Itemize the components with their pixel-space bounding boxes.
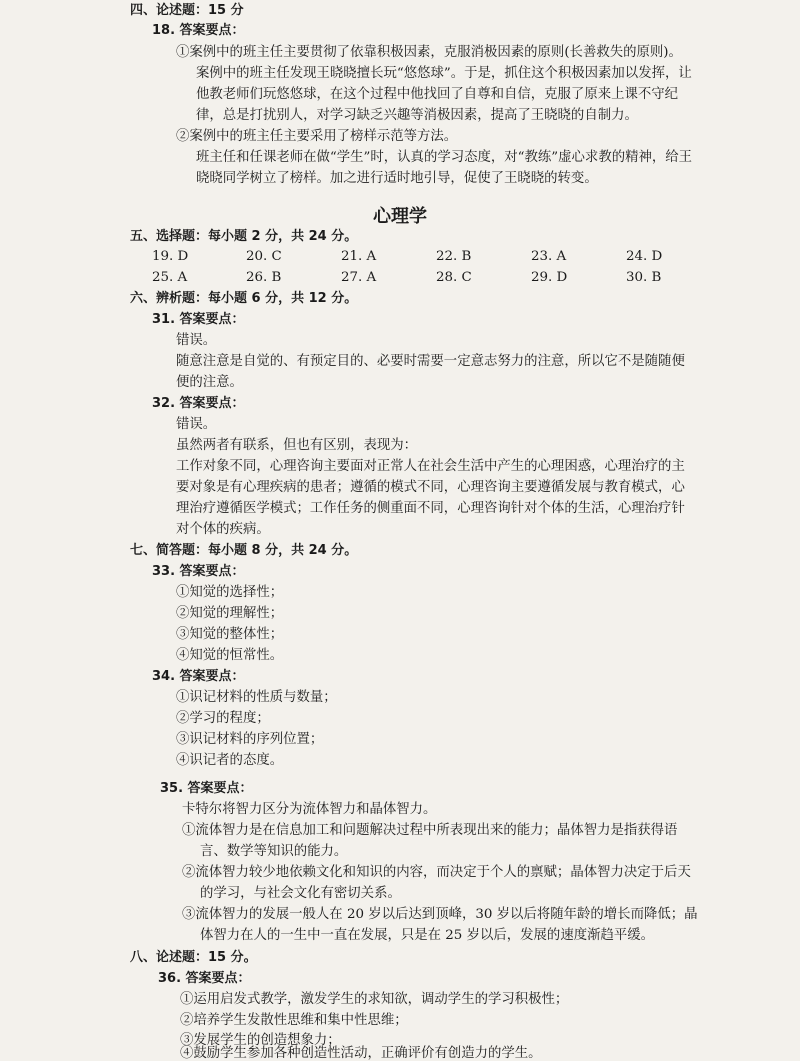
q34-line: ②学习的程度；	[176, 711, 270, 726]
mc-answer: 27. A	[341, 270, 377, 285]
q33-line: ③知觉的整体性；	[176, 627, 284, 642]
q34-line: ①识记材料的性质与数量；	[176, 690, 337, 705]
q35-line: 体智力在人的一生中一直在发展，只是在 25 岁以后，发展的速度渐趋平缓。	[200, 928, 655, 943]
q36-line: ③发展学生的创造想象力；	[180, 1033, 341, 1048]
q35-line: ③流体智力的发展一般人在 20 岁以后达到顶峰，30 岁以后将随年龄的增长而降低；晶	[182, 907, 698, 922]
q35-line: 的学习，与社会文化有密切关系。	[200, 886, 401, 901]
q36-line: ①运用启发式教学，激发学生的求知欲，调动学生的学习积极性；	[180, 992, 569, 1007]
q34-line: ③识记材料的序列位置；	[176, 732, 324, 747]
q32-line: 工作对象不同，心理咨询主要面对正常人在社会生活中产生的心理困惑，心理治疗的主	[176, 459, 685, 474]
mc-answer: 22. B	[436, 249, 472, 264]
section-5-heading: 五、选择题：每小题 2 分，共 24 分。	[130, 229, 358, 244]
mc-answer: 29. D	[531, 270, 568, 285]
mc-answer: 21. A	[341, 249, 377, 264]
mc-answer: 25. A	[152, 270, 188, 285]
q36-line: ②培养学生发散性思维和集中性思维；	[180, 1013, 408, 1028]
q18-label: 18. 答案要点：	[152, 23, 245, 38]
q31-line: 错误。	[176, 333, 217, 348]
q32-line: 错误。	[176, 417, 217, 432]
q36-label: 36. 答案要点：	[158, 971, 251, 986]
mc-answer: 19. D	[152, 249, 189, 264]
q34-line: ④识记者的态度。	[176, 753, 284, 768]
q35-line: ①流体智力是在信息加工和问题解决过程中所表现出来的能力；晶体智力是指获得语	[182, 823, 678, 838]
q31-line: 随意注意是自觉的、有预定目的、必要时需要一定意志努力的注意，所以它不是随随便	[176, 354, 685, 369]
q35-label: 35. 答案要点：	[160, 781, 253, 796]
q35-line: 卡特尔将智力区分为流体智力和晶体智力。	[182, 802, 437, 817]
q32-line: 虽然两者有联系，但也有区别，表现为：	[176, 438, 418, 453]
q18-line: 他教老师们玩悠悠球，在这个过程中他找回了自尊和自信，克服了原来上课不守纪	[196, 87, 679, 102]
q31-line: 便的注意。	[176, 375, 243, 390]
q32-label: 32. 答案要点：	[152, 396, 245, 411]
mc-answer: 28. C	[436, 270, 472, 285]
q33-line: ②知觉的理解性；	[176, 606, 284, 621]
q33-label: 33. 答案要点：	[152, 564, 245, 579]
q31-label: 31. 答案要点：	[152, 312, 245, 327]
q33-line: ①知觉的选择性；	[176, 585, 284, 600]
mc-answer: 30. B	[626, 270, 662, 285]
q18-line: 律，总是打扰别人，对学习缺乏兴趣等消极因素，提高了王晓晓的自制力。	[196, 108, 638, 123]
q33-line: ④知觉的恒常性。	[176, 648, 284, 663]
q36-line: ④鼓励学生参加各种创造性活动，正确评价有创造力的学生。	[180, 1046, 542, 1061]
q18-line: ①案例中的班主任主要贯彻了依靠积极因素，克服消极因素的原则(长善救失的原则)。	[176, 45, 682, 60]
q18-line: ②案例中的班主任主要采用了榜样示范等方法。	[176, 129, 458, 144]
q18-line: 案例中的班主任发现王晓晓擅长玩“悠悠球”。于是，抓住这个积极因素加以发挥，让	[196, 66, 692, 81]
mc-answer: 26. B	[246, 270, 282, 285]
q18-line: 晓晓同学树立了榜样。加之进行适时地引导，促使了王晓晓的转变。	[196, 171, 598, 186]
q32-line: 对个体的疾病。	[176, 522, 270, 537]
q32-line: 要对象是有心理疾病的患者；遵循的模式不同，心理咨询主要遵循发展与教育模式，心	[176, 480, 685, 495]
mc-answer: 20. C	[246, 249, 282, 264]
section-8-heading: 八、论述题：15 分。	[130, 950, 257, 965]
section-7-heading: 七、简答题：每小题 8 分，共 24 分。	[130, 543, 358, 558]
section-4-heading: 四、论述题：15 分	[130, 3, 244, 18]
section-6-heading: 六、辨析题：每小题 6 分，共 12 分。	[130, 291, 358, 306]
q32-line: 理治疗遵循医学模式；工作任务的侧重面不同，心理咨询针对个体的生活，心理治疗针	[176, 501, 685, 516]
mc-answer: 24. D	[626, 249, 663, 264]
q35-line: 言、数学等知识的能力。	[200, 844, 348, 859]
q18-line: 班主任和任课老师在做“学生”时，认真的学习态度，对“教练”虚心求教的精神，给王	[196, 150, 693, 165]
q34-label: 34. 答案要点：	[152, 669, 245, 684]
subject-title: 心理学	[373, 206, 427, 227]
q35-line: ②流体智力较少地依赖文化和知识的内容，而决定于个人的禀赋；晶体智力决定于后天	[182, 865, 691, 880]
mc-answer: 23. A	[531, 249, 567, 264]
